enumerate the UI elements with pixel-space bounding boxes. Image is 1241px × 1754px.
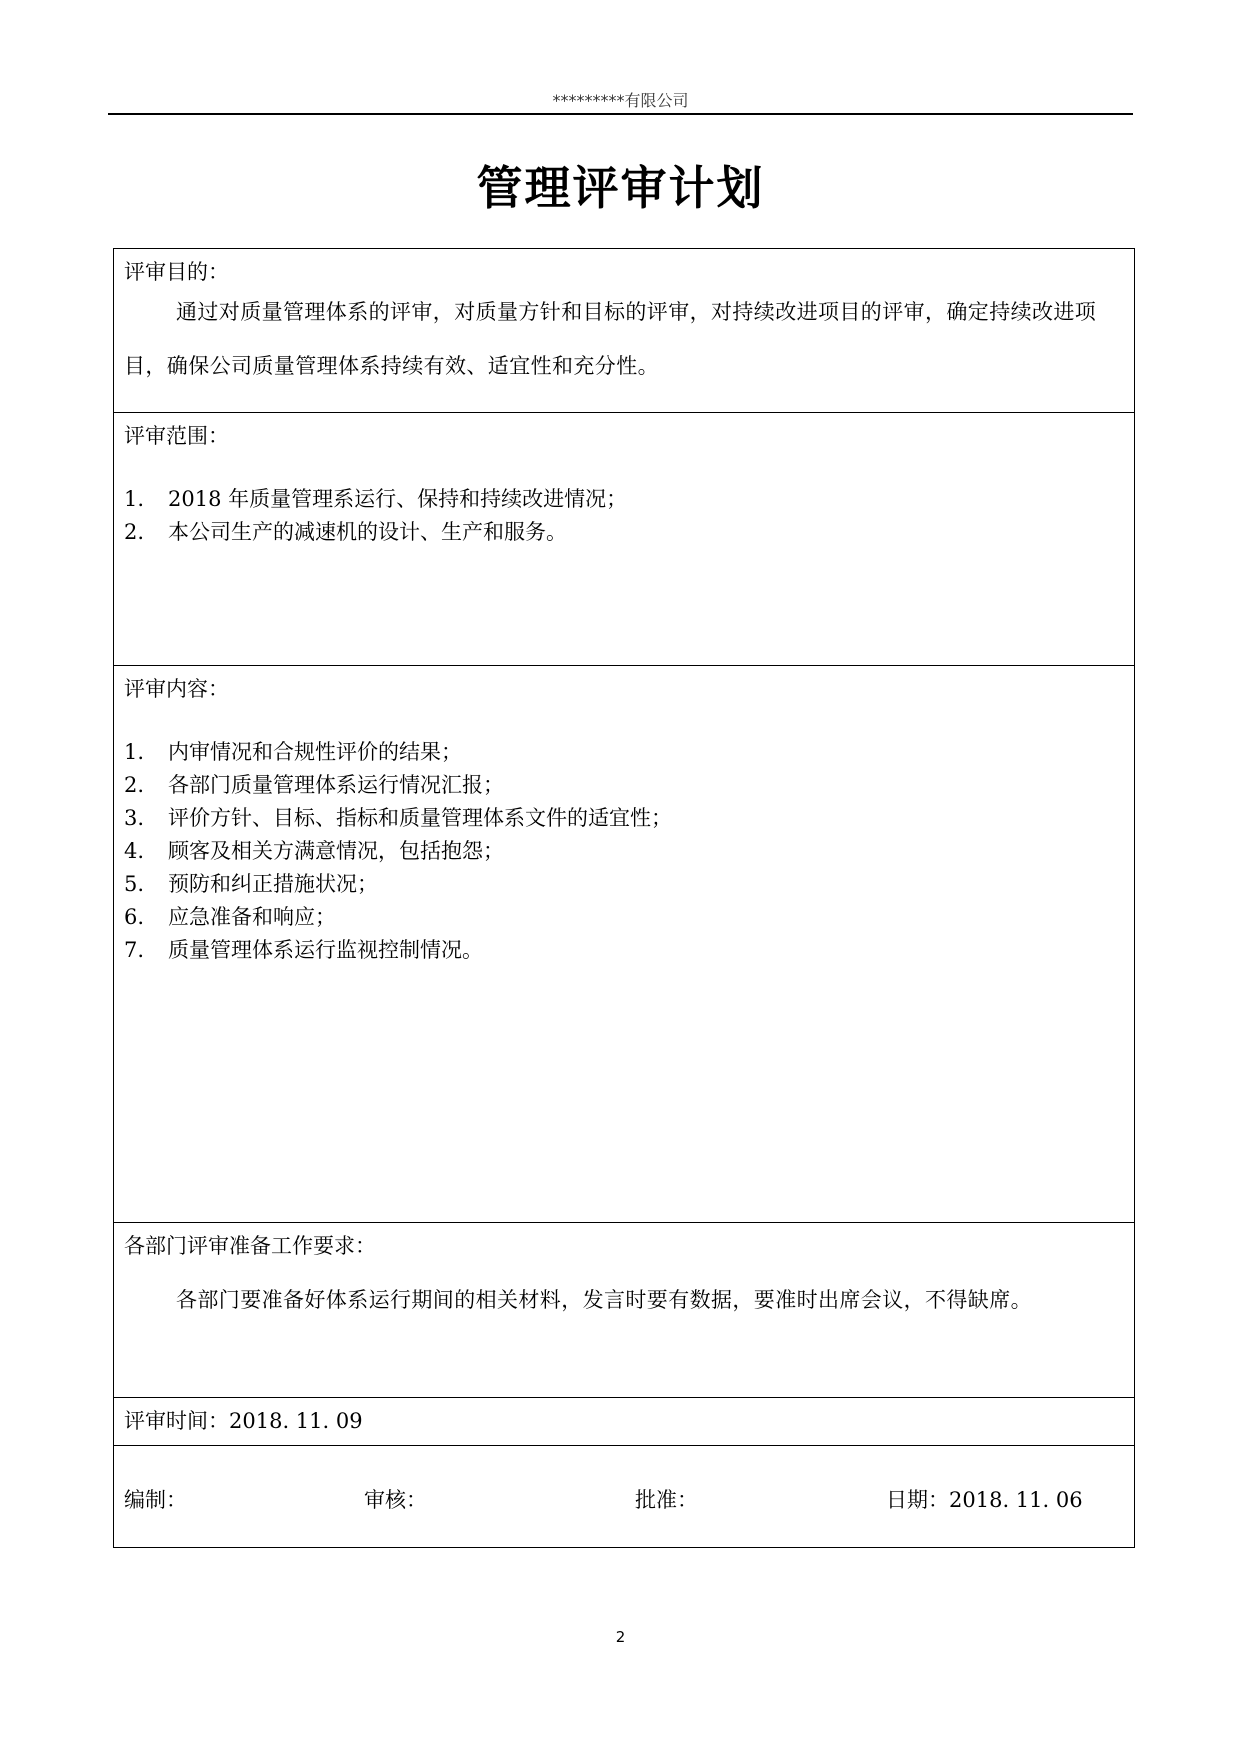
list-item [124, 934, 1124, 967]
review-time-value: 2018. 11. 09 [229, 1409, 363, 1433]
list-item [124, 868, 1124, 901]
list-item [124, 901, 1124, 934]
preparation-text: 各部门要准备好体系运行期间的相关材料，发言时要有数据，要准时出席会议，不得缺席。 [176, 1288, 1032, 1312]
prepared-by-label: 编制： [124, 1488, 187, 1512]
list-item-number: 5. [124, 872, 145, 896]
list-item-number: 1. [124, 740, 145, 764]
review-plan-form [113, 248, 1135, 1548]
list-item [124, 516, 1124, 549]
list-item [124, 835, 1124, 868]
review-time-label: 评审时间： [124, 1409, 229, 1433]
reviewed-by-label: 审核： [364, 1488, 427, 1512]
signature-row [114, 1484, 1134, 1514]
header-divider [108, 113, 1133, 115]
list-item-number: 4. [124, 839, 145, 863]
review-time-section [114, 1398, 1134, 1446]
scope-list [124, 483, 1124, 549]
content-label: 评审内容： [124, 677, 229, 701]
header-company-name: *********有限公司 [552, 91, 689, 110]
list-item-text: 顾客及相关方满意情况，包括抱怨； [168, 839, 504, 863]
list-item-text: 评价方针、目标、指标和质量管理体系文件的适宜性； [168, 806, 672, 830]
list-item-number: 2. [124, 520, 145, 544]
list-item [124, 769, 1124, 802]
content-list [124, 736, 1124, 967]
review-time-row [124, 1406, 1124, 1436]
list-item [124, 483, 1124, 516]
list-item [124, 802, 1124, 835]
preparation-label: 各部门评审准备工作要求： [124, 1234, 376, 1258]
approved-by-label: 批准： [635, 1488, 698, 1512]
page-number: 2 [615, 1628, 626, 1646]
scope-section [114, 413, 1134, 666]
sign-date-value: 2018. 11. 06 [949, 1488, 1083, 1512]
list-item-number: 3. [124, 806, 145, 830]
list-item [124, 736, 1124, 769]
list-item-number: 1. [124, 487, 145, 511]
list-item-number: 7. [124, 938, 145, 962]
list-item-text: 本公司生产的减速机的设计、生产和服务。 [168, 520, 567, 544]
list-item-text: 各部门质量管理体系运行情况汇报； [168, 773, 504, 797]
sign-date-label: 日期： [886, 1488, 949, 1512]
list-item-number: 6. [124, 905, 145, 929]
preparation-section [114, 1223, 1134, 1398]
signature-section [114, 1446, 1134, 1547]
list-item-text: 应急准备和响应； [168, 905, 336, 929]
list-item-number: 2. [124, 773, 145, 797]
list-item-text: 内审情况和合规性评价的结果； [168, 740, 462, 764]
list-item-text: 预防和纠正措施状况； [168, 872, 378, 896]
list-item-text: 2018 年质量管理系运行、保持和持续改进情况； [168, 487, 628, 511]
scope-label: 评审范围： [124, 424, 229, 448]
sign-date [886, 1484, 1083, 1514]
page-title: 管理评审计划 [476, 161, 765, 215]
purpose-label: 评审目的： [124, 260, 229, 284]
purpose-section [114, 249, 1134, 413]
content-section [114, 666, 1134, 1223]
purpose-text: 通过对质量管理体系的评审，对质量方针和目标的评审，对持续改进项目的评审，确定持续改进项目，确保公司质量管理体系持续有效、适宜性和充分性。 [124, 300, 1097, 378]
list-item-text: 质量管理体系运行监视控制情况。 [168, 938, 483, 962]
